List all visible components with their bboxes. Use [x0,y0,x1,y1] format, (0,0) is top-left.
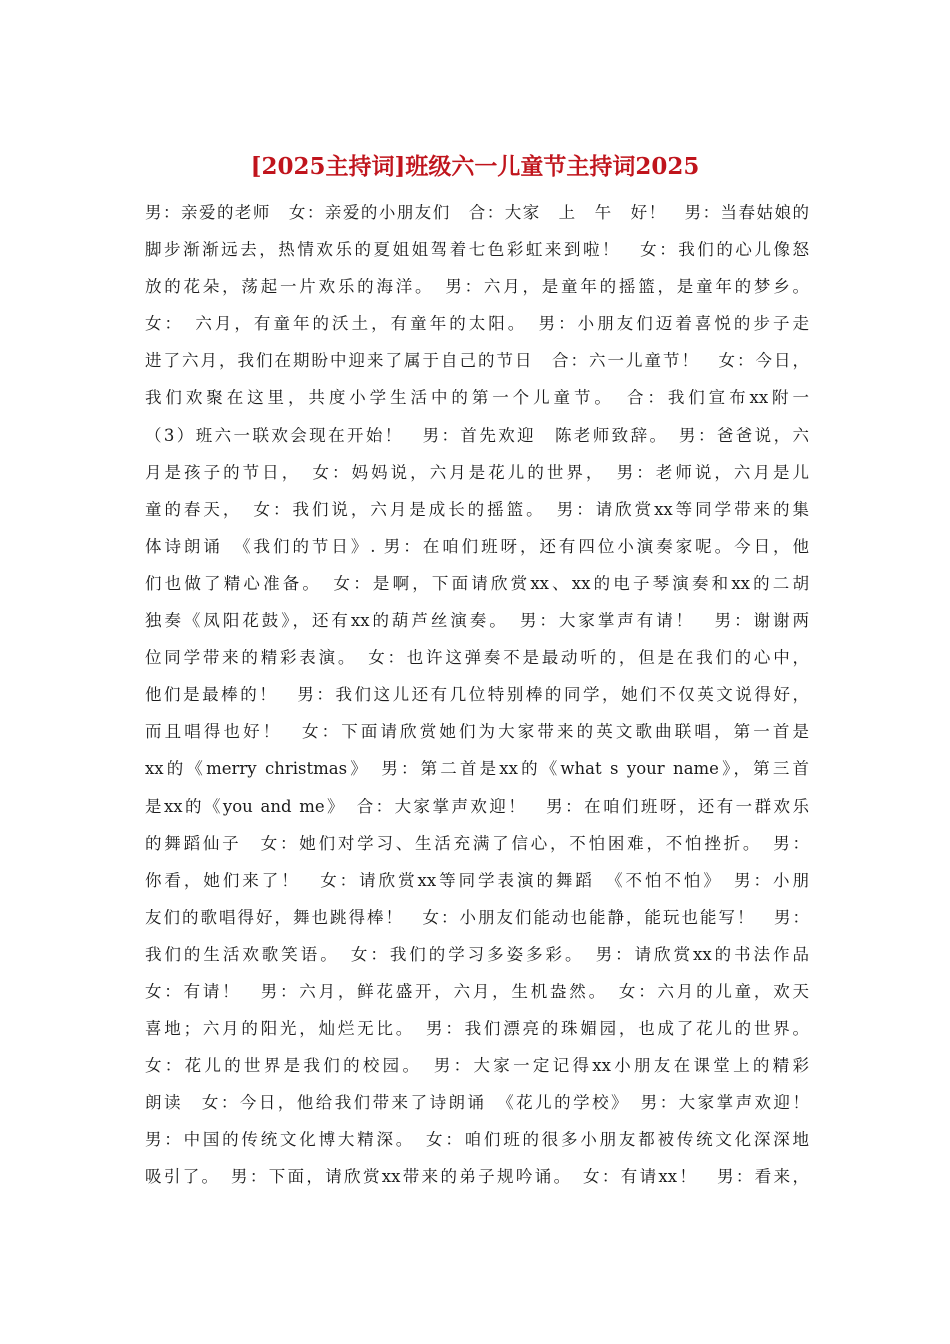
body-line: 是xx的《you and me》 合：大家掌声欢迎！ 男：在咱们班呀，还有一群欢乐 [145,796,809,816]
body-line: 的舞蹈仙子 女：她们对学习、生活充满了信心，不怕困难，不怕挫折。 男： [145,833,809,853]
body-line: 我们欢聚在这里，共度小学生活中的第一个儿童节。 合：我们宣布xx附一 [145,388,809,408]
body-line: 独奏《凤阳花鼓》，还有xx的葫芦丝演奏。 男：大家掌声有请！ 男：谢谢两 [145,611,809,631]
body-line: 友们的歌唱得好，舞也跳得棒！ 女：小朋友们能动也能静，能玩也能写！ 男： [145,907,809,927]
body-line: 月是孩子的节日， 女：妈妈说，六月是花儿的世界， 男：老师说，六月是儿 [145,462,809,482]
body-line: 女：花儿的世界是我们的校园。 男：大家一定记得xx小朋友在课堂上的精彩 [145,1056,809,1076]
body-line: 们也做了精心准备。 女：是啊，下面请欣赏xx、xx的电子琴演奏和xx的二胡 [145,573,809,593]
body-line: 你看，她们来了！ 女：请欣赏xx等同学表演的舞蹈 《不怕不怕》 男：小朋 [145,870,809,890]
body-line: 女： 六月，有童年的沃土，有童年的太阳。 男：小朋友们迈着喜悦的步子走 [145,314,809,334]
body-line: 体诗朗诵 《我们的节日》. 男：在咱们班呀，还有四位小演奏家呢。今日，他 [145,536,809,556]
body-line: 他们是最棒的！ 男：我们这儿还有几位特别棒的同学，她们不仅英文说得好， [145,685,809,705]
body-line: 男：亲爱的老师 女：亲爱的小朋友们 合：大家 上 午 好！ 男：当春姑娘的 [145,203,809,222]
body-line: 放的花朵，荡起一片欢乐的海洋。 男：六月，是童年的摇篮，是童年的梦乡。 [145,277,809,297]
body-line: 我们的生活欢歌笑语。 女：我们的学习多姿多彩。 男：请欣赏xx的书法作品 [145,944,809,964]
body-line: 男：中国的传统文化博大精深。 女：咱们班的很多小朋友都被传统文化深深地 [145,1130,809,1150]
body-line: 喜地；六月的阳光，灿烂无比。 男：我们漂亮的珠媚园，也成了花儿的世界。 [145,1019,809,1039]
body-line: （3）班六一联欢会现在开始！ 男：首先欢迎 陈老师致辞。 男：爸爸说，六 [145,425,809,445]
body-line: 吸引了。 男：下面，请欣赏xx带来的弟子规吟诵。 女：有请xx！ 男：看来， [145,1167,809,1187]
body-line: 朗读 女：今日，他给我们带来了诗朗诵 《花儿的学校》 男：大家掌声欢迎！ [145,1093,809,1113]
body-line: 女：有请！ 男：六月，鲜花盛开，六月，生机盎然。 女：六月的儿童，欢天 [145,981,809,1001]
document-body [145,194,809,1196]
document-title: [2025主持词]班级六一儿童节主持词2025 [250,153,700,180]
body-line: xx的《merry christmas》 男：第二首是xx的《what s your name》，第三首 [145,759,809,779]
body-line: 位同学带来的精彩表演。 女：也许这弹奏不是最动听的，但是在我们的心中， [145,648,809,668]
body-line: 童的春天， 女：我们说，六月是成长的摇篮。 男：请欣赏xx等同学带来的集 [145,499,809,519]
body-line: 而且唱得也好！ 女：下面请欣赏她们为大家带来的英文歌曲联唱，第一首是 [145,722,809,742]
body-line: 进了六月，我们在期盼中迎来了属于自己的节日 合：六一儿童节！ 女：今日， [145,351,809,371]
body-line: 脚步渐渐远去，热情欢乐的夏姐姐驾着七色彩虹来到啦！ 女：我们的心儿像怒 [145,240,809,260]
